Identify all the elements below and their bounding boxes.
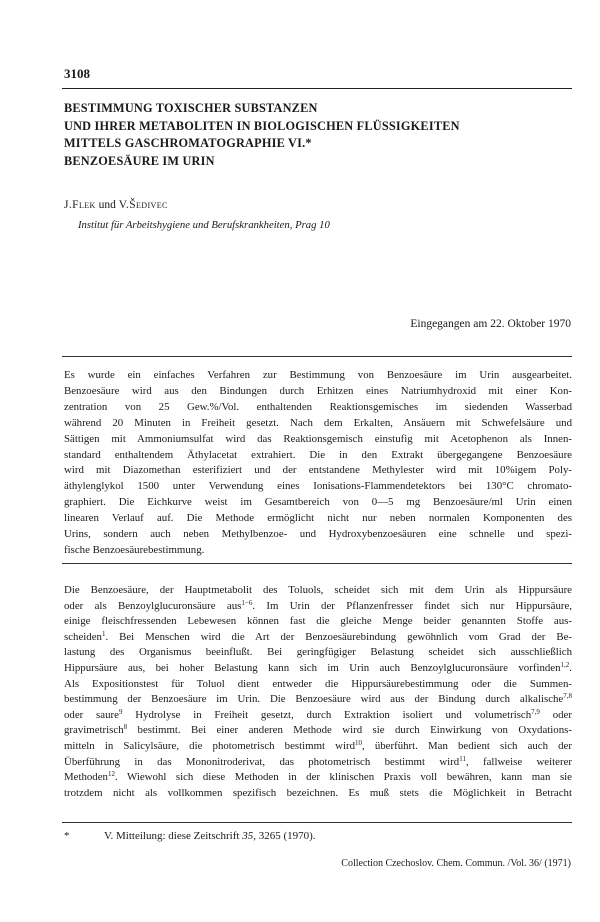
body-text-run: trotzdem nicht als vollkommen spezifisch bezeichnen. Es muß stets die Möglichkeit in Betracht: [64, 786, 572, 799]
body-line: [64, 599, 572, 615]
body-line: [64, 739, 572, 755]
body-text-run: .: [569, 661, 572, 674]
body-text-run: , fallweise weiterer: [465, 755, 572, 768]
author-1: J.Flek: [64, 199, 96, 211]
body-text-run: . Bei Menschen wird die Art der Benzoesäurebindung gewöhnlich vom Grad der Be-: [105, 630, 572, 643]
abstract-line: Sättigen mit Ammoniumsulfat wird das Reaktionsgemisch einstufig mit Acetophenon als Innen-: [64, 432, 572, 445]
body-line: [64, 645, 572, 661]
body-text-run: Überführung in das Mononitroderivat, das photometrisch bestimmt wird: [64, 755, 460, 768]
body-text-run: scheiden: [64, 630, 102, 643]
body-text-run: einige fleischfressenden Lebewesen können fast die gleiche Menge beider genannten Stoffe aus-: [64, 615, 572, 628]
reference-superscript: 7,9: [531, 707, 540, 716]
reference-superscript: 10: [355, 738, 363, 747]
body-text-run: Die Benzoesäure, der Hauptmetabolit des Toluols, scheidet sich mit dem Urin als Hippursäure: [64, 584, 572, 596]
page-number: 3108: [64, 66, 90, 81]
reference-superscript: 7,8: [563, 692, 572, 701]
reference-superscript: 1−6: [241, 598, 253, 607]
body-text-run: Als Expositionstest für Toluol dient entweder die Hippursäurebestimmung oder die Summen-: [64, 677, 572, 690]
body-line: [64, 614, 572, 630]
body-line: [64, 677, 572, 693]
title-line-3: MITTELS GASCHROMATOGRAPHIE VI.*: [64, 136, 312, 150]
affiliation: Institut für Arbeitshygiene und Berufskrankheiten, Prag 10: [78, 219, 330, 231]
abstract: [64, 368, 572, 559]
body-text-run: Hydrolyse in Freiheit gesetzt, durch Extraktion isoliert und volumetrisch: [122, 708, 532, 721]
body-text-run: oder saure: [64, 708, 119, 721]
body-line: [64, 583, 572, 599]
reference-superscript: 1: [101, 629, 106, 638]
abstract-line: standard enthaltendem Äthylacetat extrahiert. Die in den Extrakt übergegangene Benzoesäure: [64, 448, 572, 461]
footnote: [64, 830, 316, 842]
body-text-run: oder als Benzoylglucuronsäure aus: [64, 599, 242, 612]
abstract-line: Urins, sondern auch neben Methylbenzoe- und Hydroxybenzoesäuren eine schnelle und spezi-: [64, 528, 572, 541]
abstract-line: fische Benzoesäurebestimmung.: [64, 543, 205, 556]
title-line-4: BENZOESÄURE IM URIN: [64, 153, 215, 168]
body-line: [64, 755, 572, 771]
footnote-volume: 35: [242, 830, 254, 842]
body-text-run: lastung des Organismus beeinflußt. Bei geringfügiger Belastung scheidet sich ausschließlich: [64, 646, 572, 659]
abstract-bottom-rule: [62, 563, 572, 564]
body-text-run: . Im Urin der Pflanzenfresser findet sich nur Hippursäure,: [252, 599, 572, 612]
footnote-pages: , 3265 (1970).: [253, 830, 316, 842]
body-line: [64, 708, 572, 724]
article-title: [64, 100, 574, 170]
abstract-top-rule: [62, 356, 572, 357]
body-line: [64, 661, 572, 677]
abstract-line: zentration von 25 Gew.%/Vol. enthaltenden Reaktionsgemisches im siedenden Wasserbad: [64, 400, 572, 413]
body-text-run: oder: [539, 708, 572, 721]
body-text-run: mitteln in Salicylsäure, die photometrisch bestimmt wird: [64, 739, 356, 752]
title-line-1: BESTIMMUNG TOXISCHER SUBSTANZEN: [64, 101, 318, 115]
reference-superscript: 9: [118, 707, 123, 716]
abstract-line: wird mit Diazomethan esterifiziert und der entstandene Methylester wird mit 10%igem Poly-: [64, 464, 572, 477]
abstract-line: während 20 Minuten in Freiheit gesetzt. Nach dem Erkalten, Ansäuern mit Schwefelsäure und: [64, 416, 572, 429]
body-text-run: . Wiewohl sich diese Methoden in der klinischen Praxis voll bewähren, kann man sie: [114, 771, 572, 784]
abstract-line: Benzoesäure wird aus den Bindungen durch Erhitzen eines Natriumhydroxid mit einer Kon-: [64, 384, 572, 397]
body-text-run: gravimetrisch: [64, 724, 124, 737]
authors: [64, 199, 168, 211]
body-line: [64, 786, 572, 802]
body-line: [64, 723, 572, 739]
abstract-line: äthylenglykol 1500 unter Verwendung eines Ionisations-Flammendetektors bei 130°C chromato-: [64, 480, 572, 493]
journal-citation: Collection Czechoslov. Chem. Commun. /Vol. 36/ (1971): [341, 858, 571, 869]
reference-superscript: 11: [459, 754, 466, 763]
body-text-run: Hippursäure aus, bei hoher Belastung kann sich im Urin auch Benzoylglucuronsäure vorfinden: [64, 661, 561, 674]
body-text: [64, 583, 572, 801]
abstract-line: Es wurde ein einfaches Verfahren zur Bestimmung von Benzoesäure im Urin ausgearbeitet.: [64, 369, 572, 381]
body-line: [64, 692, 572, 708]
footnote-text: V. Mitteilung: diese Zeitschrift: [104, 830, 243, 842]
footnote-rule: [62, 822, 572, 823]
body-line: [64, 630, 572, 646]
title-line-2: UND IHRER METABOLITEN IN BIOLOGISCHEN FLÜSSIGKEITEN: [64, 118, 460, 133]
abstract-line: linearen Verlauf auf. Die Methode ermöglicht nicht nur neben normalen Komponenten des: [64, 512, 572, 525]
body-text-run: bestimmt. Bei einer anderen Methode wird sie durch Einwirkung von Oxydations-: [127, 724, 572, 737]
author-2: V.Šedivec: [118, 199, 168, 211]
body-line: [64, 770, 572, 786]
body-text-run: bestimmung der Benzoesäure im Urin. Die Benzoesäure wird aus der Bindung durch alkalische: [64, 693, 564, 706]
reference-superscript: 12: [107, 770, 115, 779]
received-date: Eingegangen am 22. Oktober 1970: [410, 318, 571, 330]
body-text-run: , überführt. Man bedient sich auch der: [362, 739, 572, 752]
author-conjunction: und: [98, 199, 116, 211]
reference-superscript: 1,2: [560, 660, 570, 669]
body-text-run: Methoden: [64, 771, 108, 784]
reference-superscript: 8: [123, 723, 128, 732]
abstract-line: graphiert. Die Eichkurve weist im Gesamtbereich von 0—5 mg Benzoesäure/ml Urin einen: [64, 496, 572, 509]
header-rule: [62, 88, 572, 89]
footnote-marker: *: [64, 830, 70, 842]
